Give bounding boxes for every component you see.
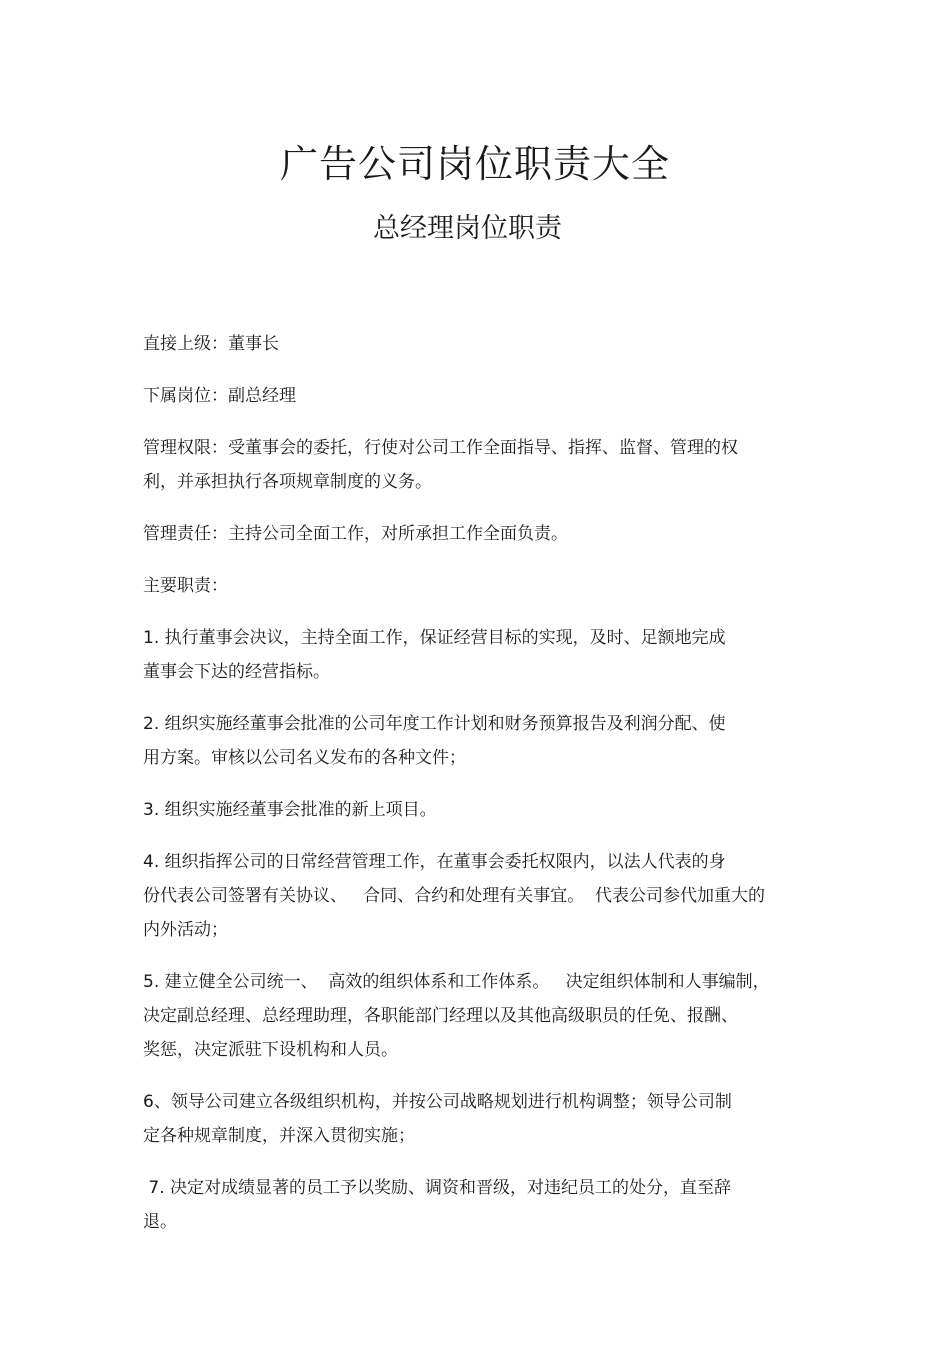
text-line: 5. 建立健全公司统一、 高效的组织体系和工作体系。 决定组织体制和人事编制，: [143, 972, 770, 992]
duty-item-6: [143, 1085, 823, 1153]
section-subtitle: 总经理岗位职责: [373, 213, 562, 244]
text-line: 内外活动；: [143, 920, 228, 940]
duty-item-1: [143, 621, 823, 689]
text-line: 2. 组织实施经董事会批准的公司年度工作计划和财务预算报告及利润分配、使: [143, 714, 726, 734]
text-line: 董事会下达的经营指标。: [143, 662, 330, 682]
text-line: 用方案。审核以公司名义发布的各种文件；: [143, 748, 466, 768]
text-line: 3. 组织实施经董事会批准的新上项目。: [143, 800, 437, 820]
text-line: 定各种规章制度，并深入贯彻实施；: [143, 1126, 415, 1146]
duty-item-7: [143, 1171, 823, 1239]
text-line: 直接上级：董事长: [143, 334, 279, 354]
text-line: 6、领导公司建立各级组织机构，并按公司战略规划进行机构调整；领导公司制: [143, 1092, 732, 1112]
text-line: 管理责任：主持公司全面工作，对所承担工作全面负责。: [143, 524, 568, 544]
paragraph-subordinate-positions: [143, 379, 823, 413]
text-line: 决定副总经理、总经理助理，各职能部门经理以及其他高级职员的任免、报酬、: [143, 1006, 738, 1026]
text-line: 7. 决定对成绩显著的员工予以奖励、调资和晋级，对违纪员工的处分，直至辞: [143, 1178, 732, 1198]
text-line: 管理权限：受董事会的委托，行使对公司工作全面指导、指挥、监督、管理的权: [143, 438, 738, 458]
document-title: 广告公司岗位职责大全: [279, 142, 670, 186]
duty-item-4: [143, 845, 823, 947]
duty-item-3: [143, 793, 823, 827]
text-line: 主要职责：: [143, 576, 228, 596]
paragraph-direct-superior: [143, 327, 823, 361]
text-line: 下属岗位：副总经理: [143, 386, 296, 406]
paragraph-main-duties-heading: [143, 569, 823, 603]
text-line: 利，并承担执行各项规章制度的义务。: [143, 472, 432, 492]
paragraph-management-authority: [143, 431, 823, 499]
duty-item-2: [143, 707, 823, 775]
text-line: 1. 执行董事会决议，主持全面工作，保证经营目标的实现，及时、足额地完成: [143, 628, 726, 648]
text-line: 份代表公司签署有关协议、 合同、合约和处理有关事宜。 代表公司参代加重大的: [143, 886, 766, 906]
text-line: 4. 组织指挥公司的日常经营管理工作，在董事会委托权限内，以法人代表的身: [143, 852, 726, 872]
paragraph-management-responsibility: [143, 517, 823, 551]
text-line: 退。: [143, 1212, 177, 1232]
duty-item-5: [143, 965, 823, 1067]
document-body: [143, 327, 823, 1257]
text-line: 奖惩，决定派驻下设机构和人员。: [143, 1040, 398, 1060]
